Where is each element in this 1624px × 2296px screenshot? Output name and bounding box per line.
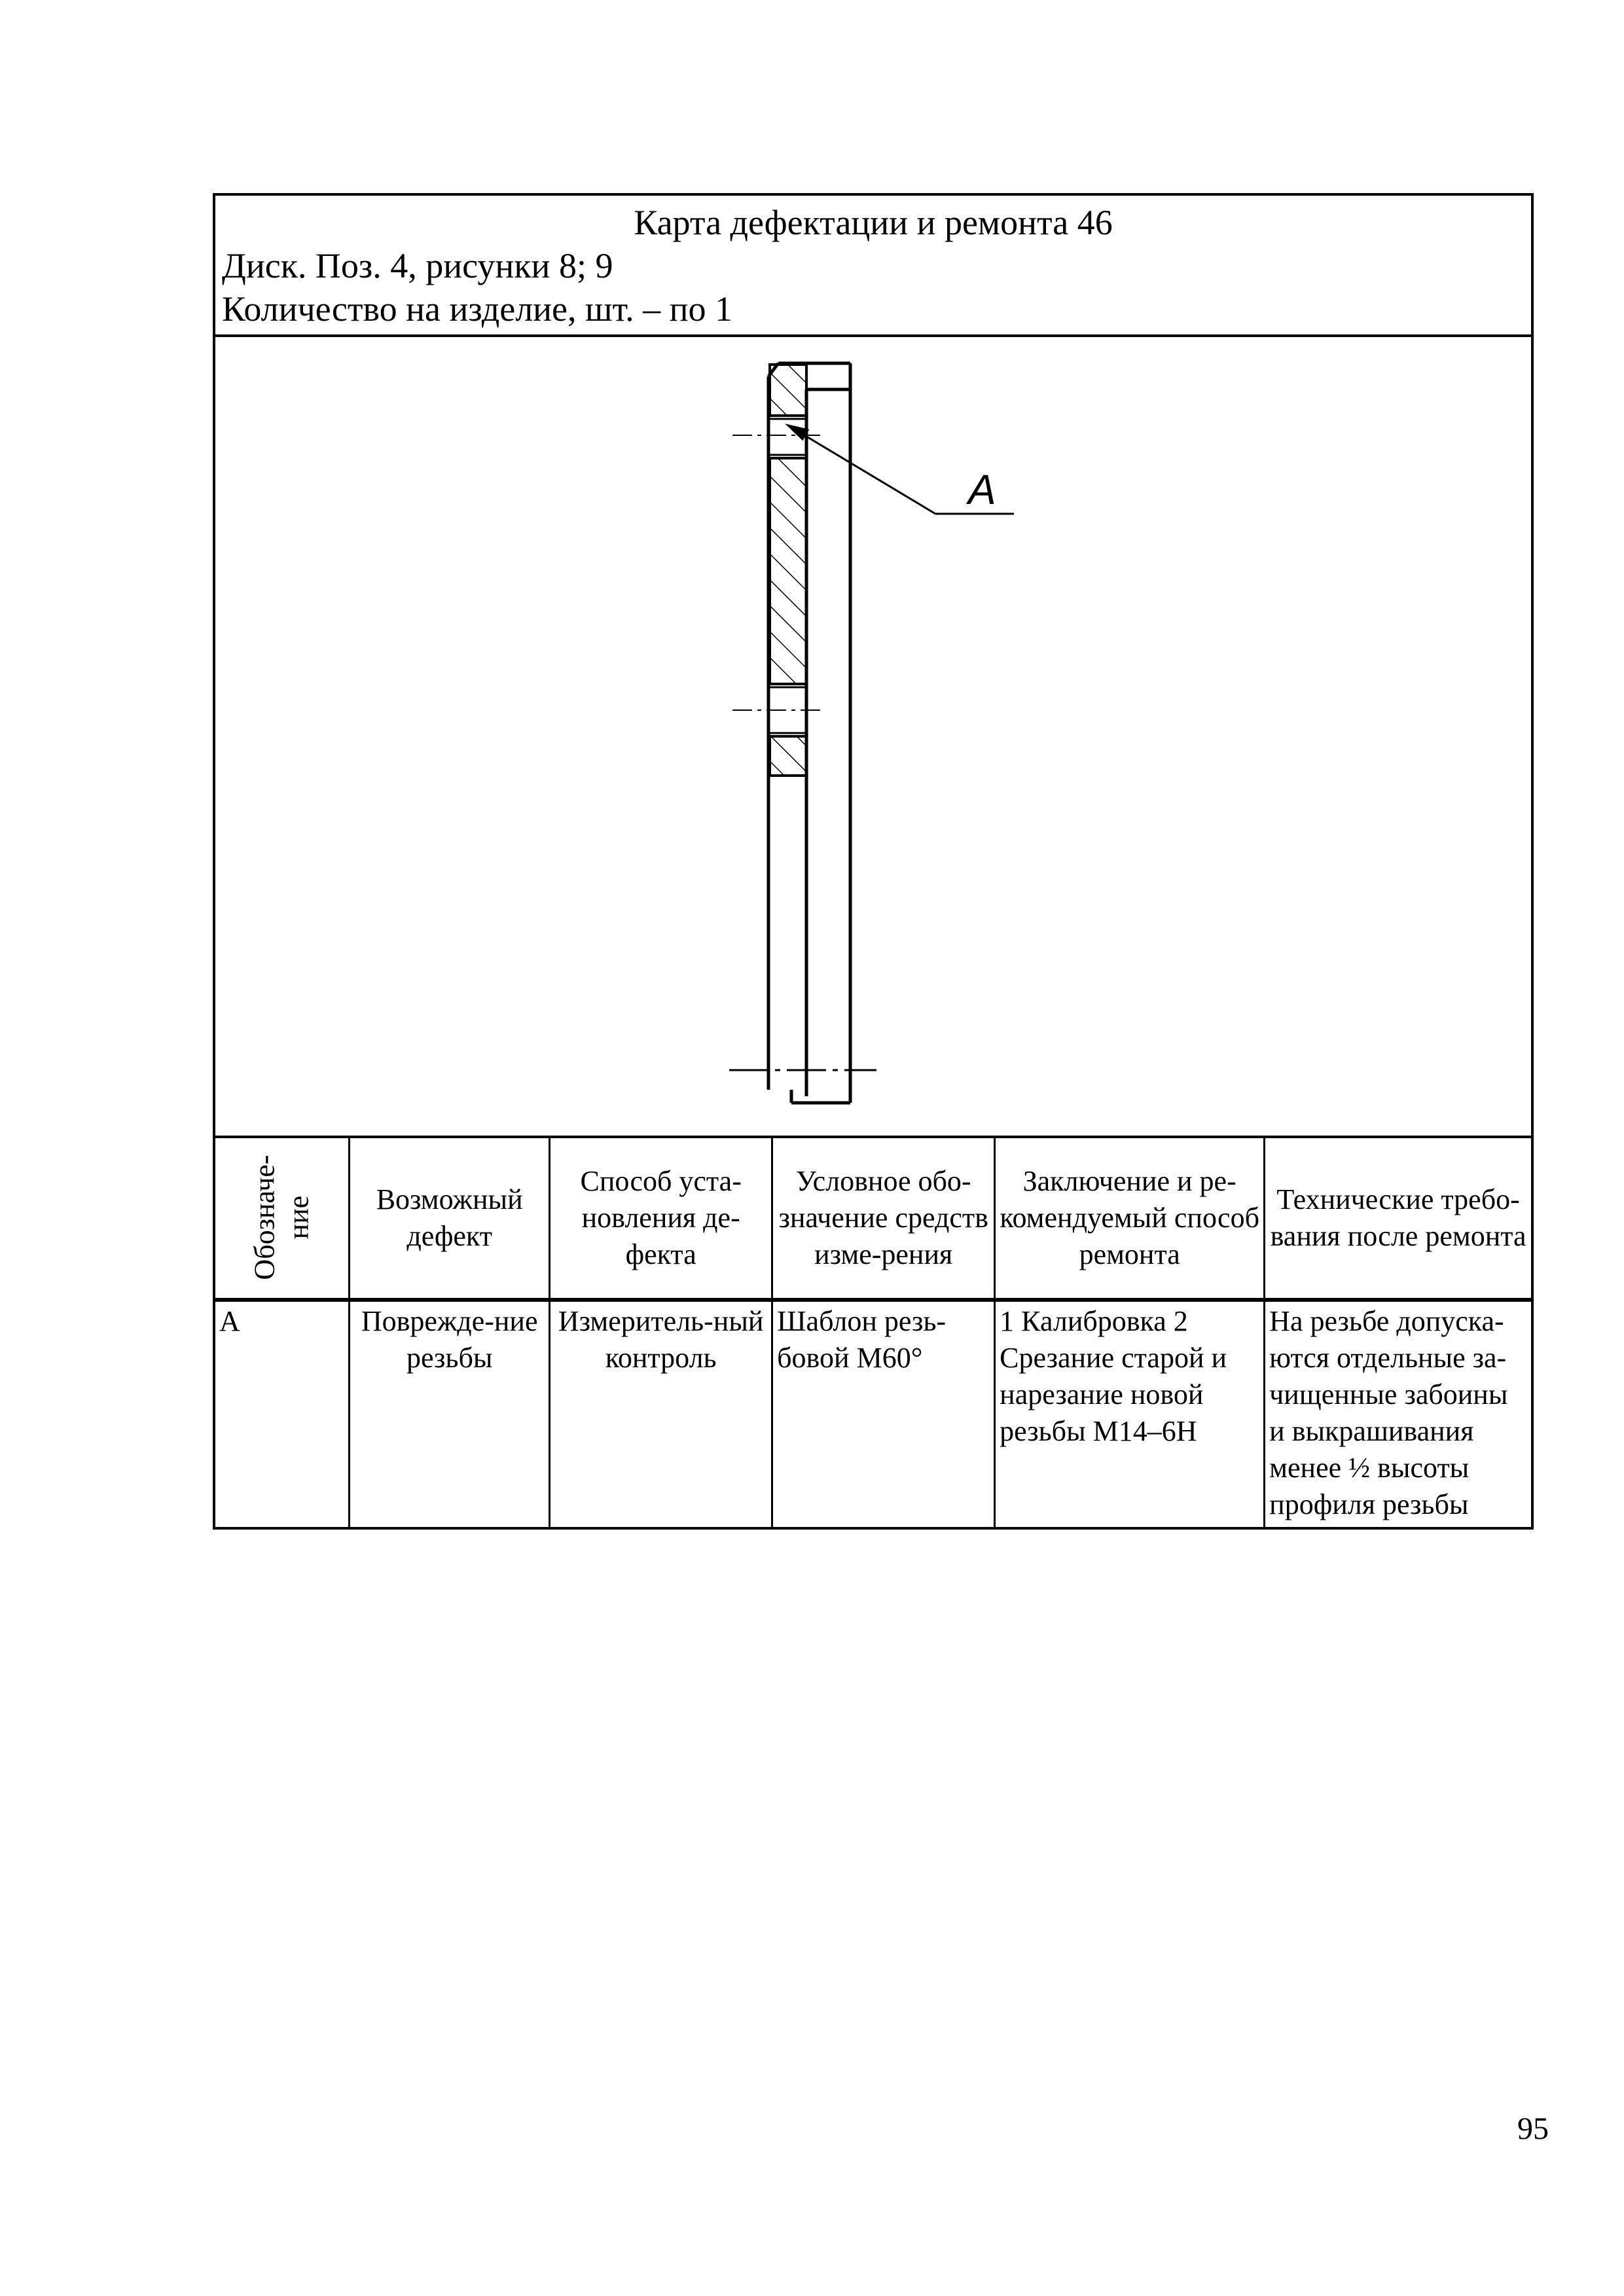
cell-tool: Шаблон резь-бовой М60° [772, 1300, 995, 1527]
col-designation: Обозначе- ние [215, 1138, 350, 1300]
defect-table [215, 1138, 1531, 1527]
col-measuring-tool: Условное обо-значение средств изме-рения [772, 1138, 995, 1300]
card-title: Карта дефектации и ремонта 46 [634, 203, 1113, 242]
part-drawing [215, 337, 1531, 1138]
threaded-hole [732, 419, 824, 455]
cell-designation: А [215, 1300, 350, 1527]
hatched-section-top [770, 365, 806, 416]
col-detection-method: Способ уста-новления де-фекта [550, 1138, 772, 1300]
defect-card [213, 193, 1534, 1530]
table-row [215, 1300, 1531, 1527]
part-description: Диск. Поз. 4, рисунки 8; 9 [222, 246, 613, 285]
cell-requirements: На резьбе допуска-ются отдельные за-чищенные забоины и выкрашивания менее ½ высоты профиля резьбы [1265, 1300, 1531, 1527]
col-repair-method: Заключение и ре-комендуемый способ ремонта [995, 1138, 1265, 1300]
callout-label: А [968, 466, 996, 513]
quantity-line: Количество на изделие, шт. – по 1 [222, 289, 733, 329]
cell-repair: 1 Калибровка 2 Срезание старой и нарезание новой резьбы М14–6Н [995, 1300, 1265, 1527]
center-hole [732, 687, 824, 733]
card-header [215, 196, 1531, 337]
table-header-row [215, 1138, 1531, 1300]
col-defect: Возможный дефект [350, 1138, 550, 1300]
disc-section-drawing [215, 337, 1531, 1136]
col-requirements: Технические требо-вания после ремонта [1265, 1138, 1531, 1300]
page-number: 95 [1517, 2111, 1549, 2146]
cell-defect: Поврежде-ние резьбы [350, 1300, 550, 1527]
hatched-section-middle [770, 458, 806, 684]
hatched-section-bottom [770, 736, 806, 776]
cell-method: Измеритель-ный контроль [550, 1300, 772, 1527]
